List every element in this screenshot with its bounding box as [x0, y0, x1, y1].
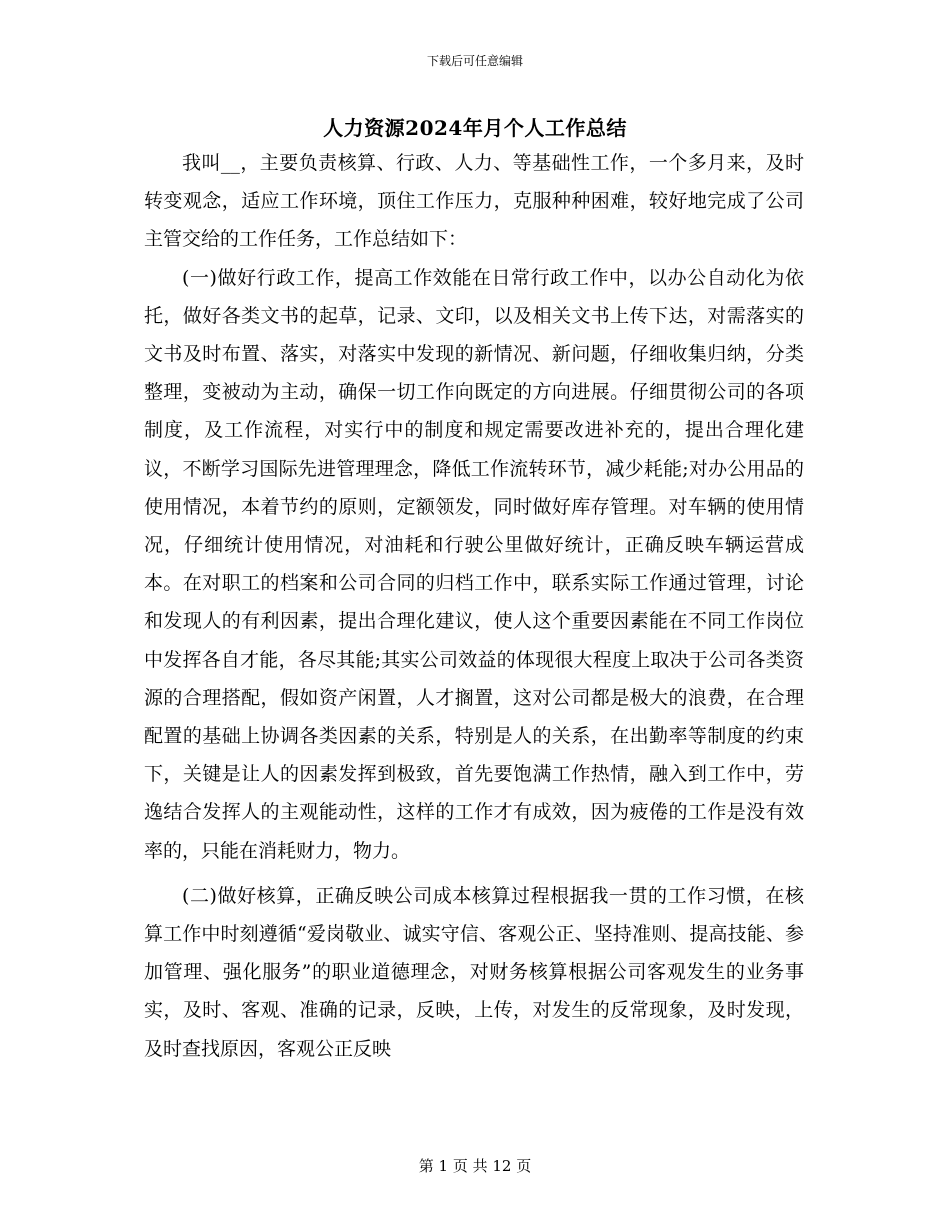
document-body	[144, 144, 804, 1068]
page-header-note: 下载后可任意编辑	[426, 54, 523, 68]
document-title: 人力资源2024年月个人工作总结	[323, 116, 627, 140]
paragraph-intro: 我叫__，主要负责核算、行政、人力、等基础性工作，一个多月来，及时转变观念，适应工作环境，顶住工作压力，克服种种困难，较好地完成了公司主管交给的工作任务，工作总结如下：	[144, 152, 804, 251]
page-number-footer: 第 1 页 共 12 页	[418, 1157, 532, 1175]
paragraph-admin-work: (一)做好行政工作，提高工作效能在日常行政工作中，以办公自动化为依托，做好各类文书的起草，记录、文印，以及相关文书上传下达，对需落实的文书及时布置、落实，对落实中发现的新情况、新问题，仔细收集归纳，分类整理，变被动为主动，确保一切工作向既定的方向进展。仔细贯彻公司的各项制度，及工作流程，对实行中的制度和规定需要改进补充的，提出合理化建议，不断学习国际先进管理理念，降低工作流转环节，减少耗能;对办公用品的使用情况，本着节约的原则，定额领发，同时做好库存管理。对车辆的使用情况，仔细统计使用情况，对油耗和行驶公里做好统计，正确反映车辆运营成本。在对职工的档案和公司合同的归档工作中，联系实际工作通过管理，讨论和发现人的有利因素，提出合理化建议，使人这个重要因素能在不同工作岗位中发挥各自才能，各尽其能;其实公司效益的体现很大程度上取决于公司各类资源的合理搭配，假如资产闲置，人才搁置，这对公司都是极大的浪费，在合理配置的基础上协调各类因素的关系，特别是人的关系，在出勤率等制度的约束下，关键是让人的因素发挥到极致，首先要饱满工作热情，融入到工作中，劳逸结合发挥人的主观能动性，这样的工作才有成效，因为疲倦的工作是没有效率的，只能在消耗财力，物力。	[144, 266, 804, 862]
paragraph-accounting: (二)做好核算，正确反映公司成本核算过程根据我一贯的工作习惯，在核算工作中时刻遵循“爱岗敬业、诚实守信、客观公正、坚持准则、提高技能、参加管理、强化服务”的职业道德理念，对财务核算根据公司客观发生的业务事实，及时、客观、准确的记录，反映，上传，对发生的反常现象，及时发现，及时查找原因，客观公正反映	[144, 884, 804, 1060]
